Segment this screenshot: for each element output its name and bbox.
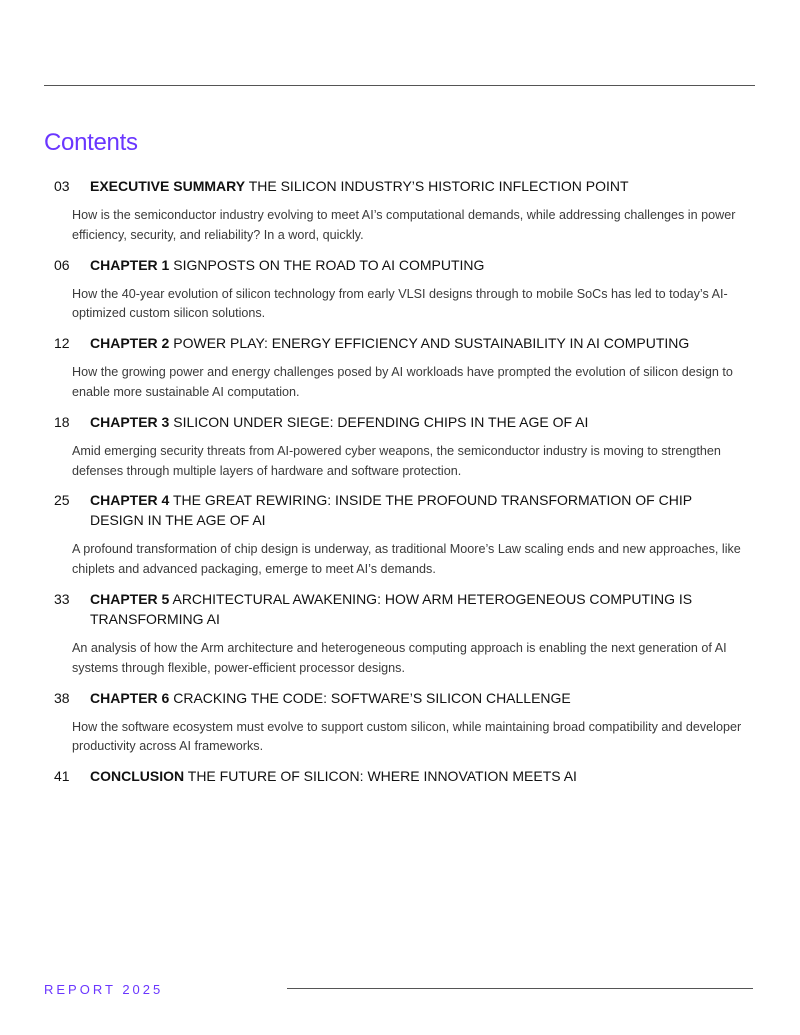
entry-page-number: 03 [54,178,70,194]
entry-label: CHAPTER 6 [90,689,170,706]
top-divider [44,85,755,86]
entry-title: SILICON UNDER SIEGE: DEFENDING CHIPS IN THE AGE OF AI [173,413,589,430]
toc-entry-chapter-4[interactable] [54,490,744,580]
toc-entry-chapter-2[interactable] [54,333,744,403]
entry-page-number: 38 [54,689,70,706]
entry-label: EXECUTIVE SUMMARY [90,178,246,194]
entry-title: THE SILICON INDUSTRY’S HISTORIC INFLECTION POINT [248,178,629,194]
entry-title: CRACKING THE CODE: SOFTWARE’S SILICON CHALLENGE [173,689,571,706]
entry-label: CHAPTER 4 [90,492,170,509]
entry-page-number: 41 [54,768,70,785]
entry-description: Amid emerging security threats from AI-powered cyber weapons, the semiconductor industry is moving to strengthen defenses through multiple layers of hardware and software protection. [72,443,721,478]
entry-description: How the growing power and energy challenges posed by AI workloads have prompted the evolution of silicon design to enable more sustainable AI computation. [72,365,733,399]
entry-title: SIGNPOSTS ON THE ROAD TO AI COMPUTING [173,256,485,273]
entry-page-number: 33 [54,590,70,607]
entry-page-number: 18 [54,413,70,430]
entry-title: ARCHITECTURAL AWAKENING: HOW ARM HETEROGENEOUS COMPUTING IS TRANSFORMING AI [90,590,693,627]
toc-entry-executive-summary[interactable] [54,176,744,246]
table-of-contents [54,176,744,795]
entry-label: CHAPTER 5 [90,590,170,607]
entry-page-number: 25 [54,492,70,509]
entry-description: How the 40-year evolution of silicon technology from early VLSI designs through to mobile SoCs has led to today’s AI-optimized custom silicon solutions. [72,286,728,321]
entry-description: How the software ecosystem must evolve to support custom silicon, while maintaining broad compatibility and developer productivity across AI frameworks. [72,719,742,754]
entry-description: A profound transformation of chip design is underway, as traditional Moore’s Law scaling ends and new approaches, like chiplets and advanced packaging, emerge to meet AI’s demands. [72,542,741,577]
footer-divider [287,988,753,989]
entry-description: How is the semiconductor industry evolving to meet AI’s computational demands, while addressing challenges in power efficiency, security, and reliability? In a word, quickly. [72,208,736,242]
toc-entry-chapter-1[interactable] [54,255,744,325]
entry-title: THE GREAT REWIRING: INSIDE THE PROFOUND TRANSFORMATION OF CHIP DESIGN IN THE AGE OF AI [90,492,692,529]
entry-label: CHAPTER 2 [90,335,170,352]
footer-report-label: REPORT 2025 [44,982,164,997]
entry-page-number: 06 [54,256,70,273]
entry-label: CONCLUSION [90,768,185,785]
entry-page-number: 12 [54,335,70,352]
toc-entry-chapter-5[interactable] [54,589,744,679]
entry-description: An analysis of how the Arm architecture and heterogeneous computing approach is enabling the next generation of AI systems through flexible, power-efficient processor designs. [72,640,727,675]
entry-title: POWER PLAY: ENERGY EFFICIENCY AND SUSTAINABILITY IN AI COMPUTING [173,335,690,352]
entry-title: THE FUTURE OF SILICON: WHERE INNOVATION MEETS AI [187,768,577,785]
entry-label: CHAPTER 3 [90,413,170,430]
page-title: Contents [44,129,138,157]
toc-entry-chapter-6[interactable] [54,688,744,758]
toc-entry-conclusion[interactable] [54,766,744,786]
toc-entry-chapter-3[interactable] [54,412,744,482]
entry-label: CHAPTER 1 [90,256,170,273]
